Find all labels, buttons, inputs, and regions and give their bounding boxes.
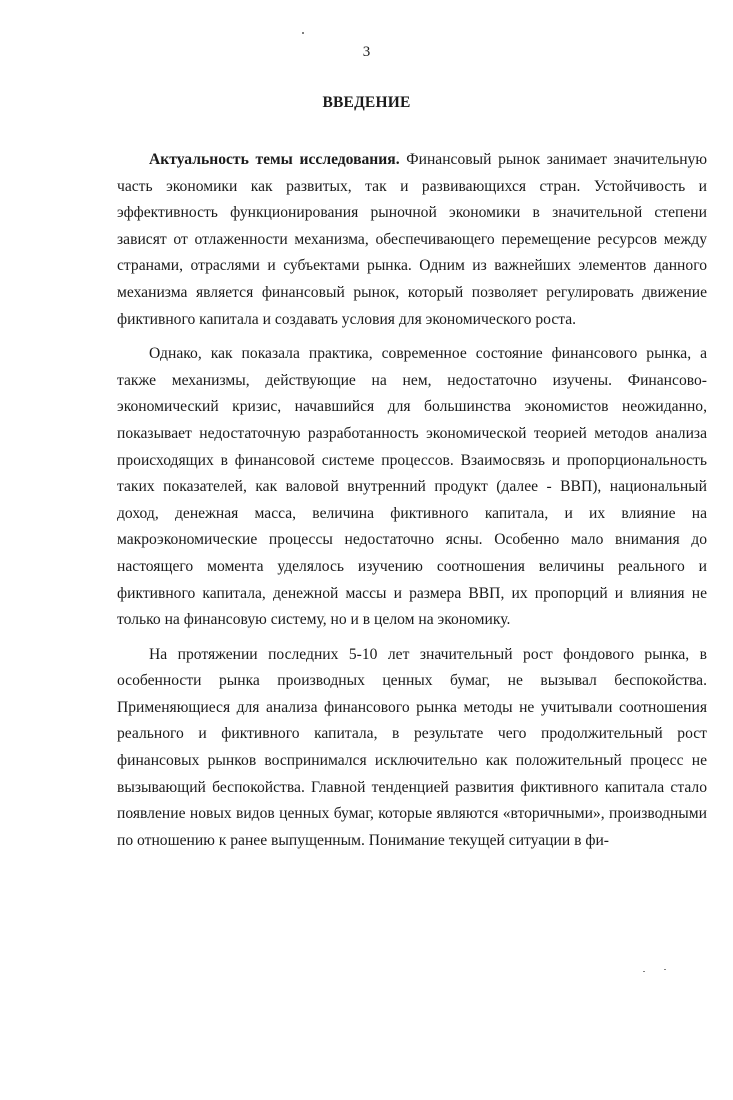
page-number: 3 xyxy=(362,44,371,60)
paragraph-relevance xyxy=(117,147,707,333)
scan-speck xyxy=(643,971,645,972)
paragraph-text: Финансовый рынок занимает значительную часть экономики как развитых, так и развивающихся стран. Устойчивость и эффективность функционирования рыночной экономики в значительной степени зависят от отлаженности механизма, обеспечивающего перемещение ресурсов между странами, отраслями и субъектами рынка. Одним из важнейших элементов данного механизма является финансовый рынок, который позволяет регулировать движение фиктивного капитала и создавать условия для экономического роста. xyxy=(117,151,707,328)
paragraph-lead-term: Актуальность темы исследования. xyxy=(149,151,400,168)
scan-speck xyxy=(664,969,666,970)
paragraph-practice xyxy=(117,341,707,634)
scan-speck xyxy=(302,32,304,34)
paragraph-market-growth xyxy=(117,642,707,855)
paragraph-text: На протяжении последних 5-10 лет значительный рост фондового рынка, в особенности рынка производных ценных бумаг, не вызывал беспокойства. Применяющиеся для анализа финансового рынка методы не учитывали соотношения реального и фиктивного капитала, в результате чего продолжительный рост финансовых рынков воспринимался исключительно как положительный процесс не вызывающий беспокойства. Главной тенденцией развития фиктивного капитала стало появление новых видов ценных бумаг, которые являются «вторичными», производными по отношению к ранее выпущенным. Понимание текущей ситуации в фи- xyxy=(117,645,707,849)
section-heading: ВВЕДЕНИЕ xyxy=(322,94,411,111)
paragraph-text: Однако, как показала практика, современное состояние финансового рынка, а также механизмы, действующие на нем, недостаточно изучены. Финансово-экономический кризис, начавшийся для большинства экономистов неожиданно, показывает недостаточную разработанность экономической теорией методов анализа происходящих в финансовой системе процессов. Взаимосвязь и пропорциональность таких показателей, как валовой внутренний продукт (далее - ВВП), национальный доход, денежная масса, величина фиктивного капитала, и их влияние на макроэкономические процессы недостаточно ясны. Особенно мало внимания до настоящего момента уделялось изучению соотношения величины реального и фиктивного капитала, денежной массы и размера ВВП, их пропорций и влияния не только на финансовую систему, но и в целом на экономику. xyxy=(117,345,707,629)
document-body xyxy=(117,147,707,854)
